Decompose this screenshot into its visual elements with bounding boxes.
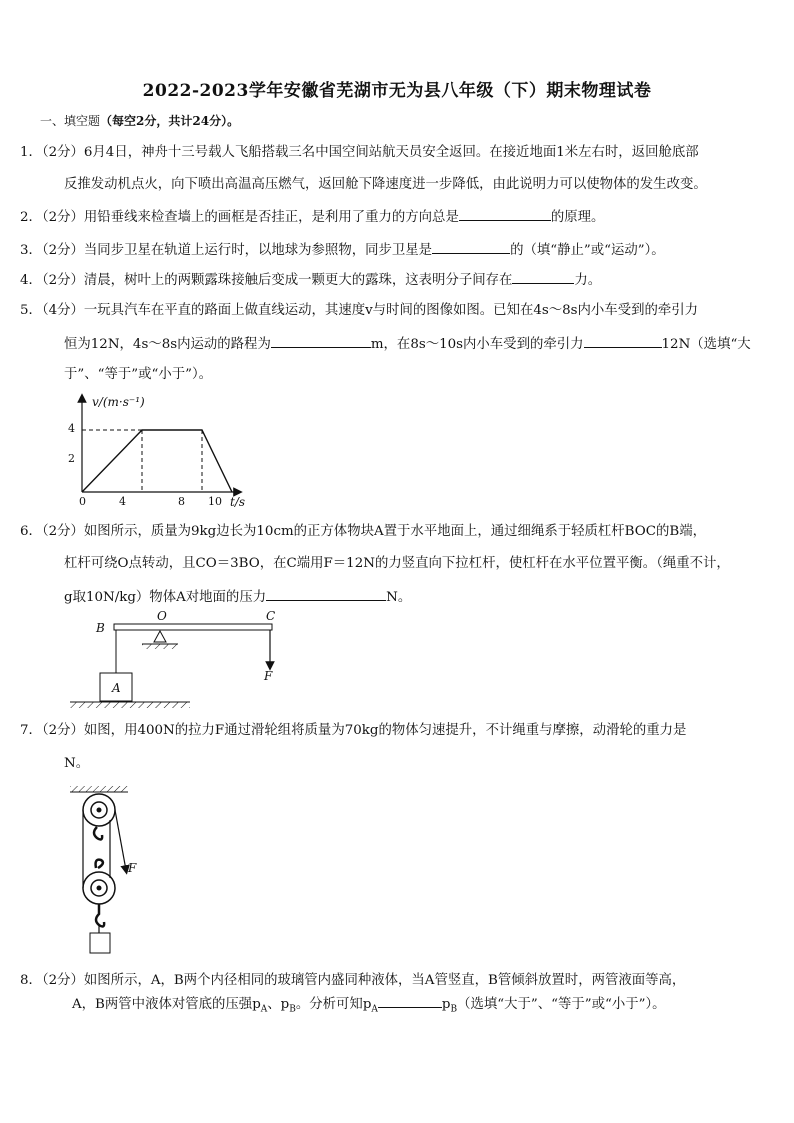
q8-text-d: （选填“大于”、“等于”或“小于”）。	[457, 997, 666, 1012]
q7-line2-text: N。	[64, 756, 90, 771]
q7-line2	[64, 754, 89, 773]
fulcrum	[154, 631, 166, 642]
q2	[20, 207, 604, 227]
q4	[20, 270, 601, 290]
movable-hook-top	[96, 860, 103, 868]
q8-answer-blank[interactable]	[378, 994, 442, 1008]
page-title: 2022-2023学年安徽省芜湖市无为县八年级（下）期末物理试卷	[142, 81, 652, 101]
label-a: A	[112, 681, 121, 695]
q8-text-c: p	[441, 997, 451, 1012]
q6-line3	[64, 587, 411, 607]
q6-line2: 杠杆可绕O点转动，且CO＝3BO，在C端用F＝12N的力竖直向下拉杠杆，使杠杆在水平位置平衡。（绳重不计，	[64, 556, 730, 571]
section-title: 一、填空题	[40, 114, 101, 128]
q8-sub-a2: A	[371, 1004, 378, 1015]
pulley-label-f: F	[128, 861, 137, 875]
q8-sep: 、p	[267, 997, 290, 1012]
lever-bar	[114, 624, 272, 630]
q1-line1: 1．（2分）6月4日，神舟十三号载人飞船搭载三名中国空间站航天员安全返回。在接近地面1米左右时，返回舱底部	[20, 145, 699, 160]
ground-hatch	[70, 702, 190, 708]
q8-text-a: A，B两管中液体对管底的压强p	[72, 997, 261, 1012]
vt-xtick-4: 4	[119, 495, 126, 508]
label-c: C	[266, 609, 276, 623]
label-o: O	[157, 609, 167, 623]
vt-xtick-0: 0	[79, 495, 86, 508]
vt-xtick-8: 8	[178, 495, 185, 508]
q8-line2	[72, 994, 666, 1019]
fixed-pulley-axle	[97, 808, 102, 813]
q5-line2	[64, 334, 751, 354]
ceiling-hatch	[70, 786, 128, 792]
q8-sub-a1: A	[260, 1004, 268, 1015]
vt-graph	[60, 392, 260, 517]
q8-line1: 8．（2分）如图所示，A，B两个内径相同的玻璃管内盛同种液体，当A管竖直，B管倾斜放置时，两管液面等高，	[20, 973, 686, 988]
q4-answer-blank[interactable]	[512, 270, 574, 284]
q2-text: 2．（2分）用铅垂线来检查墙上的画框是否挂正，是利用了重力的方向总是	[20, 210, 459, 225]
q6-line3-b: N。	[386, 590, 412, 605]
q6-answer-blank[interactable]	[266, 587, 386, 601]
q8-sub-b1: B	[289, 1004, 296, 1015]
q2-tail: 的原理。	[550, 210, 605, 225]
vt-ytick-4: 4	[68, 422, 75, 435]
q3	[20, 240, 665, 260]
section-heading	[40, 112, 239, 129]
q5-distance-blank[interactable]	[271, 334, 371, 348]
vt-xtick-10: 10	[208, 495, 222, 508]
vt-x-label: t/s	[230, 495, 246, 509]
q1-line2: 反推发动机点火，向下喷出高温高压燃气，返回舱下降速度进一步降低，由此说明力可以使物体的发生改变。	[64, 177, 707, 192]
lever-figure	[60, 608, 300, 718]
q5-force-blank[interactable]	[584, 334, 662, 348]
q8-sub-b2: B	[450, 1004, 458, 1015]
movable-pulley-axle	[97, 886, 102, 891]
load-block	[90, 933, 110, 953]
q3-text: 3．（2分）当同步卫星在轨道上运行时，以地球为参照物，同步卫星是	[20, 243, 433, 258]
q3-tail: 的（填“静止”或“运动”）。	[510, 243, 665, 258]
q5-line2-b: m，在8s～10s内小车受到的牵引力	[370, 337, 584, 352]
label-f: F	[264, 669, 273, 683]
movable-hook-bottom	[96, 904, 104, 926]
q2-answer-blank[interactable]	[459, 207, 551, 221]
q3-answer-blank[interactable]	[432, 240, 510, 254]
label-b: B	[96, 621, 105, 635]
q6-line3-a: g取10N/kg）物体A对地面的压力	[64, 590, 267, 605]
q7-line1: 7．（2分）如图，用400N的拉力F通过滑轮组将质量为70kg的物体匀速提升，不计绳重与摩擦，动滑轮的重力是	[20, 723, 687, 738]
vt-ytick-2: 2	[68, 452, 75, 465]
fulcrum-hatch	[142, 644, 178, 649]
section-note: （每空2分，共计24分）。	[100, 114, 240, 128]
q6-line1: 6．（2分）如图所示，质量为9kg边长为10cm的正方体物块A置于水平地面上，通过细绳系于轻质杠杆BOC的B端，	[20, 524, 707, 539]
fixed-hook	[94, 827, 102, 839]
q4-text: 4．（2分）清晨，树叶上的两颗露珠接触后变成一颗更大的露珠，这表明分子间存在	[20, 273, 513, 288]
q5-line3: 于”、“等于”或“小于”）。	[64, 367, 213, 382]
q5-line2-a: 恒为12N，4s～8s内运动的路程为	[64, 337, 271, 352]
q4-tail: 力。	[574, 273, 602, 288]
q8-text-b: 。分析可知p	[295, 997, 372, 1012]
vt-series-line	[82, 430, 232, 492]
rope-pull	[115, 810, 126, 870]
vt-y-label: v/(m·s⁻¹)	[92, 395, 145, 409]
q5-line2-c: 12N（选填“大	[661, 337, 751, 352]
pulley-figure	[60, 782, 170, 962]
q5-line1: 5．（4分）一玩具汽车在平直的路面上做直线运动，其速度v与时间的图像如图。已知在4s～8s内小车受到的牵引力	[20, 303, 699, 318]
